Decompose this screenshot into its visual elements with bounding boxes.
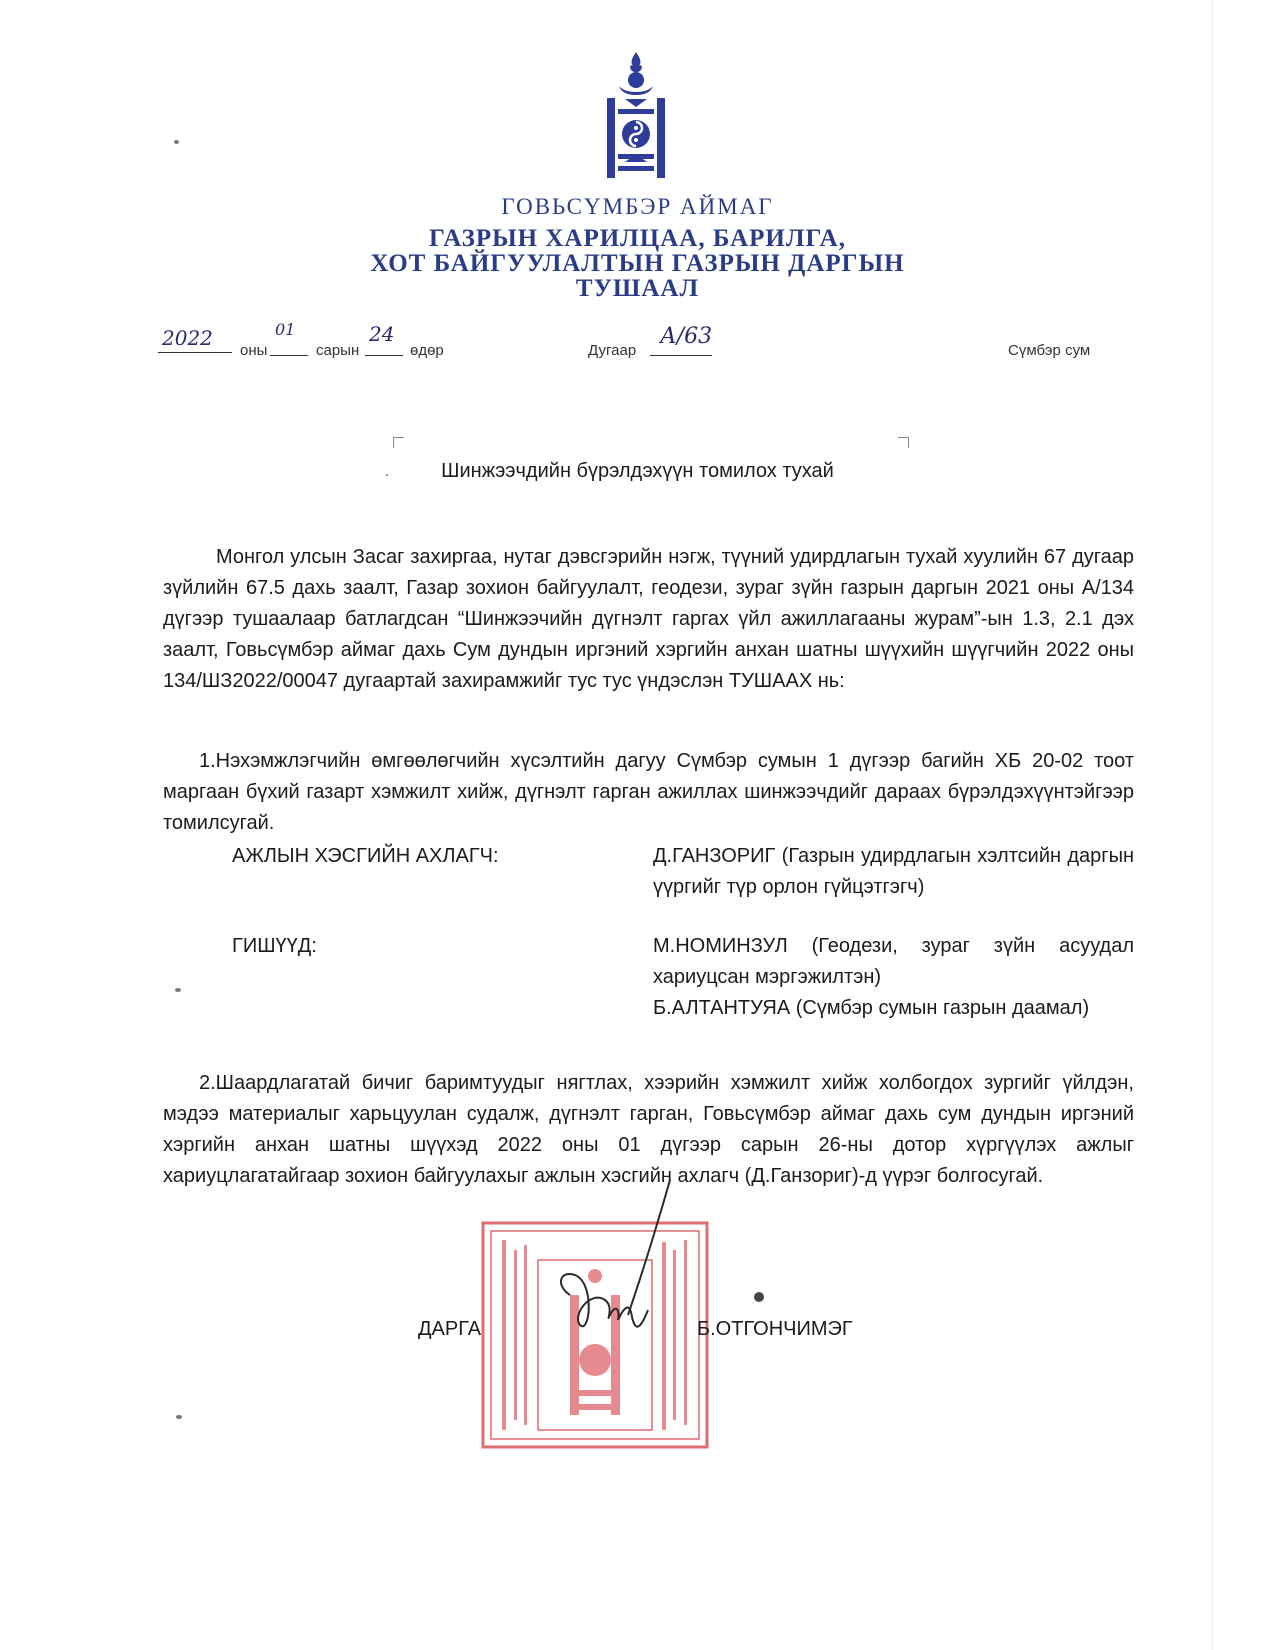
preamble-text: Монгол улсын Засаг захиргаа, нутаг дэвсгэрийн нэгж, түүний удирдлагын тухай хуулийн 67 дугаар зүйлийн 67.5 дахь заалт, Газар зохион байгуулалт, геодези, зураг зүйн газрын даргын 2021 оны А/134 дүгээр тушаалаар батлагдсан “Шинжээчийн дүгнэлт гаргах үйл ажиллагааны журам”-ын 1.3, 2.1 дэх заалт, Говьсүмбэр аймаг дахь Сум дундын иргэний хэргийн анхан шатны шүүхийн шүүгчийн 2022 оны 134/ШЗ2022/00047 дугаартай захирамжийг тус тус үндэслэн ТУШААХ нь:: [163, 546, 1134, 692]
member-2-entry: Б.АЛТАНТУЯА (Сүмбэр сумын газрын даамал): [653, 997, 1090, 1019]
order-number-label: Дугаар: [588, 342, 637, 359]
speck: [174, 140, 179, 144]
handwritten-signature: [550, 1175, 680, 1365]
order-number: А/63: [660, 324, 713, 349]
date-year: 2022: [162, 326, 213, 350]
date-day: 24: [369, 322, 395, 346]
member-1-entry: М.НОМИНЗУЛ (Геодези, зураг зүйн асуудал хариуцсан мэргэжилтэн): [653, 935, 1134, 988]
members-label: ГИШҮҮД:: [232, 935, 317, 957]
subject-bracket-left: [393, 437, 404, 448]
signatory-title: ДАРГА: [418, 1318, 482, 1340]
speck: [175, 988, 181, 992]
item-2-paragraph: [163, 1068, 1134, 1192]
department-name-line1: ГАЗРЫН ХАРИЛЦАА, БАРИЛГА,: [429, 225, 846, 252]
leader-label: АЖЛЫН ХЭСГИЙН АХЛАГЧ:: [232, 845, 499, 867]
soyombo-emblem-icon: [605, 50, 667, 180]
item-1-text: 1.Нэхэмжлэгчийн өмгөөлөгчийн хүсэлтийн дагуу Сүмбэр сумын 1 дүгээр багийн ХБ 20-02 тоот маргаан бүхий газарт хэмжилт хийж, дүгнэлт гарган ажиллах шинжээчдийг дараах бүрэлдэхүүнтэйгээр томилсугай.: [163, 750, 1134, 834]
item-2-text: 2.Шаардлагатай бичиг баримтуудыг нягтлах, хээрийн хэмжилт хийж холбогдох зургийг үйлдэн, мэдээ материалыг харьцуулан судалж, дүгнэлт гарган, Говьсүмбэр аймаг дахь сум дундын иргэний хэргийн анхан шатны шүүхэд 2022 оны 01 дүгээр сарын 26-ны дотор хүргүүлэх ажлыг хариуцлагатайгаар зохион байгуулахыг ажлын хэсгийн ахлагч (Д.Ганзориг)-д үүрэг болгосугай.: [163, 1072, 1134, 1187]
department-name-line2: ХОТ БАЙГУУЛАЛТЫН ГАЗРЫН ДАРГЫН: [370, 250, 905, 277]
item-1-paragraph: [163, 746, 1134, 839]
document-type: ТУШААЛ: [575, 275, 700, 302]
signatory-name: Б.ОТГОНЧИМЭГ: [697, 1318, 853, 1340]
ink-blot: [754, 1292, 764, 1302]
date-year-suffix: оны: [240, 342, 268, 359]
preamble-paragraph: [163, 542, 1134, 697]
subject-title: Шинжээчдийн бүрэлдэхүүн томилох тухай: [441, 460, 834, 482]
place: Сүмбэр сум: [1008, 342, 1091, 359]
subject-bracket-right: [898, 437, 909, 448]
speck: [176, 1415, 182, 1419]
date-month-suffix: сарын: [316, 342, 360, 359]
aimag-name: ГОВЬСҮМБЭР АЙМАГ: [501, 194, 774, 219]
date-day-suffix: өдөр: [410, 342, 444, 359]
date-month: 01: [275, 320, 296, 339]
leader-entry: Д.ГАНЗОРИГ (Газрын удирдлагын хэлтсийн даргын үүргийг түр орлон гүйцэтгэгч): [653, 845, 1134, 898]
